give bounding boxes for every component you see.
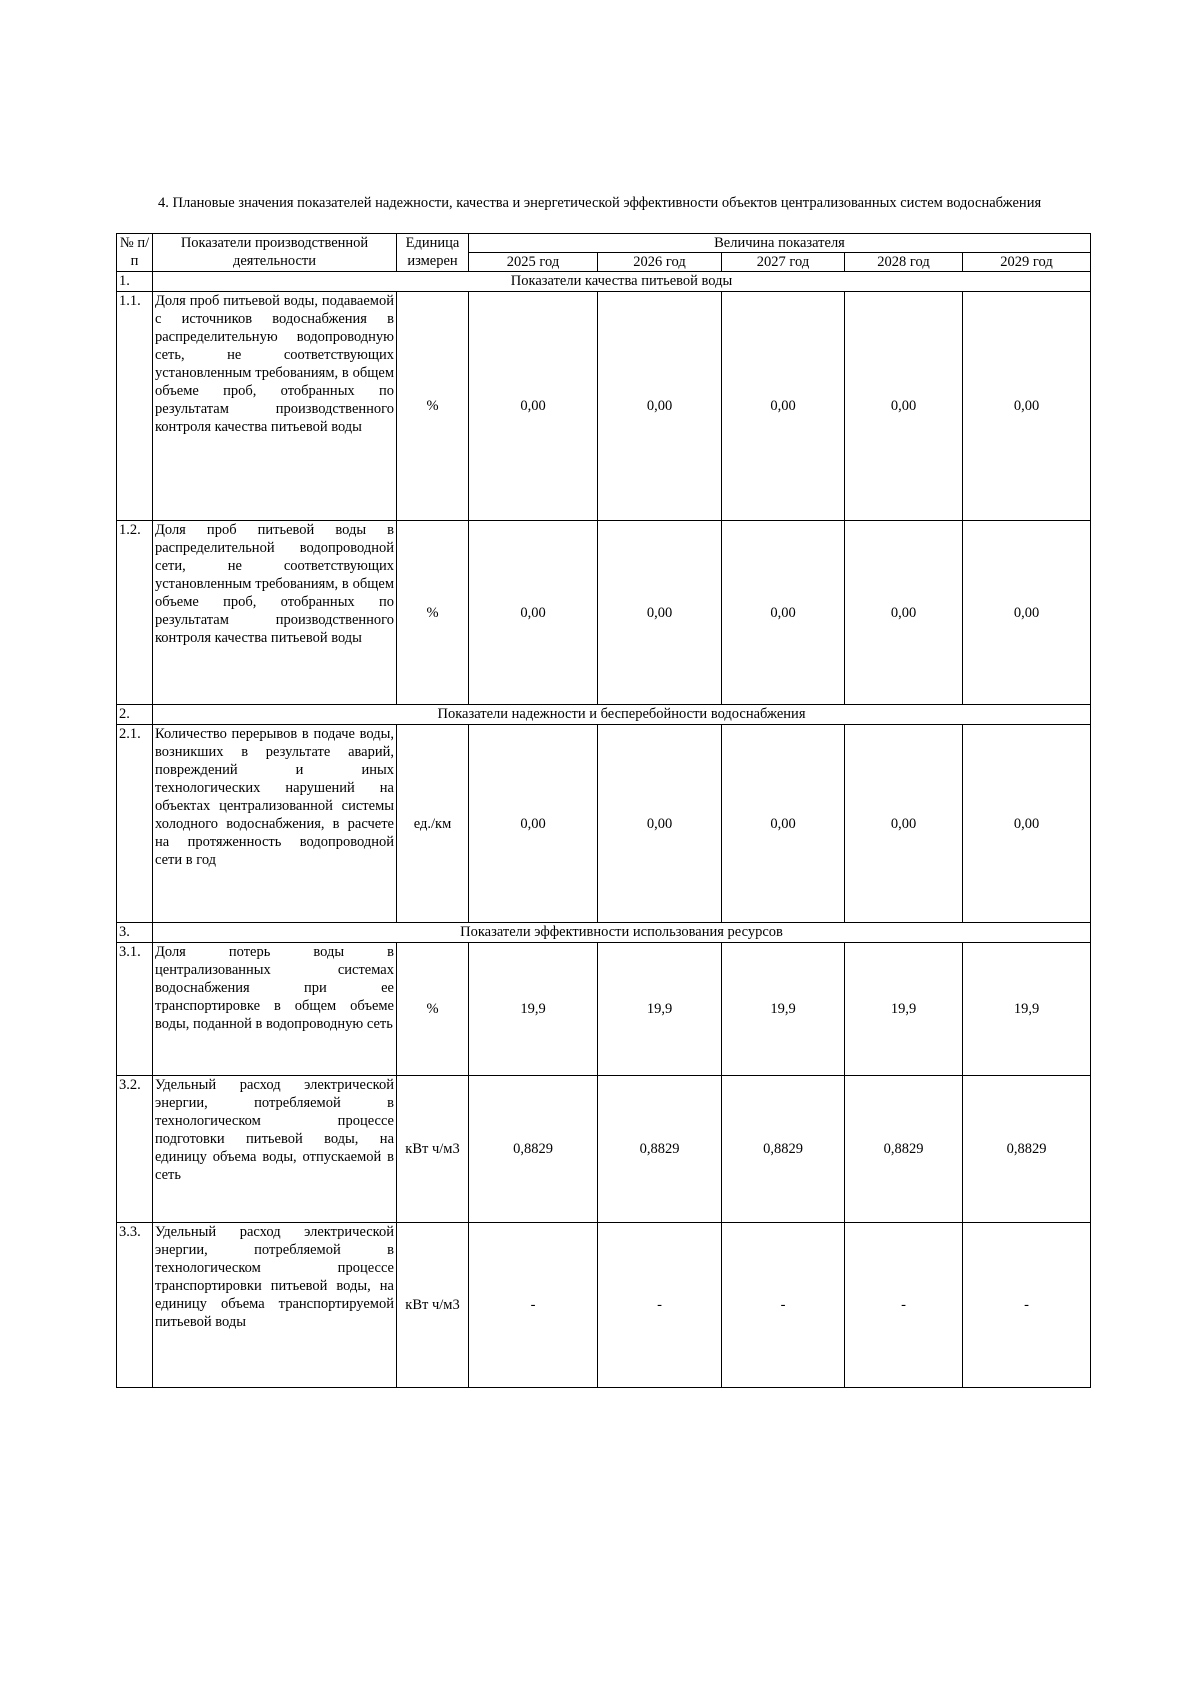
section-row — [117, 923, 1091, 943]
row-value: 0,00 — [722, 521, 845, 705]
row-value: 0,00 — [845, 725, 963, 923]
row-value: - — [845, 1223, 963, 1388]
section-title: Показатели качества питьевой воды — [153, 272, 1091, 292]
table-row — [117, 725, 1091, 923]
header-value: Величина показателя — [469, 234, 1091, 253]
row-unit: кВт ч/м3 — [397, 1223, 469, 1388]
header-indicator: Показатели производственной деятельности — [153, 234, 397, 272]
table-row — [117, 1076, 1091, 1223]
row-num: 3.2. — [117, 1076, 153, 1223]
row-value: - — [598, 1223, 722, 1388]
row-value: 0,00 — [598, 521, 722, 705]
row-value: 0,00 — [845, 292, 963, 521]
table-row — [117, 292, 1091, 521]
row-num: 2.1. — [117, 725, 153, 923]
row-unit: кВт ч/м3 — [397, 1076, 469, 1223]
header-year: 2025 год — [469, 253, 598, 272]
section-num: 1. — [117, 272, 153, 292]
row-value: 19,9 — [469, 943, 598, 1076]
header-year: 2027 год — [722, 253, 845, 272]
document-title: 4. Плановые значения показателей надежности, качества и энергетической эффективности объектов централизованных систем водоснабжения — [158, 195, 1042, 211]
row-indicator: Доля проб питьевой воды, подаваемой с источников водоснабжения в распределительную водопроводную сеть, не соответствующих установленным требованиям, в общем объеме проб, отобранных по результатам производственного контроля качества питьевой воды — [153, 292, 397, 521]
row-value: - — [469, 1223, 598, 1388]
section-title: Показатели надежности и бесперебойности водоснабжения — [153, 705, 1091, 725]
row-value: 19,9 — [963, 943, 1091, 1076]
row-value: 19,9 — [598, 943, 722, 1076]
row-value: 19,9 — [722, 943, 845, 1076]
row-value: 0,00 — [963, 521, 1091, 705]
header-year: 2028 год — [845, 253, 963, 272]
row-num: 1.2. — [117, 521, 153, 705]
row-value: 0,00 — [963, 292, 1091, 521]
section-num: 3. — [117, 923, 153, 943]
header-num: № п/п — [117, 234, 153, 272]
row-num: 3.1. — [117, 943, 153, 1076]
row-value: 0,00 — [598, 725, 722, 923]
row-value: 0,00 — [722, 292, 845, 521]
header-unit: Единица измерен — [397, 234, 469, 272]
row-unit: ед./км — [397, 725, 469, 923]
header-year: 2026 год — [598, 253, 722, 272]
row-num: 3.3. — [117, 1223, 153, 1388]
table-row — [117, 943, 1091, 1076]
row-unit: % — [397, 521, 469, 705]
row-unit: % — [397, 292, 469, 521]
section-row — [117, 705, 1091, 725]
header-row-top — [117, 234, 1091, 253]
section-num: 2. — [117, 705, 153, 725]
row-value: 0,00 — [963, 725, 1091, 923]
row-indicator: Доля проб питьевой воды в распределительной водопроводной сети, не соответствующих установленным требованиям, в общем объеме проб, отобранных по результатам производственного контроля качества питьевой воды — [153, 521, 397, 705]
row-value: 0,00 — [722, 725, 845, 923]
row-value: 0,8829 — [963, 1076, 1091, 1223]
row-value: 0,00 — [469, 292, 598, 521]
row-unit: % — [397, 943, 469, 1076]
row-value: 0,00 — [845, 521, 963, 705]
row-indicator: Удельный расход электрической энергии, потребляемой в технологическом процессе подготовки питьевой воды, на единицу объема воды, отпускаемой в сеть — [153, 1076, 397, 1223]
row-value: 0,8829 — [845, 1076, 963, 1223]
row-value: 0,8829 — [722, 1076, 845, 1223]
row-indicator: Количество перерывов в подаче воды, возникших в результате аварий, повреждений и иных технологических нарушений на объектах централизованной системы холодного водоснабжения, в расчете на протяженность водопроводной сети в год — [153, 725, 397, 923]
row-value: 0,8829 — [598, 1076, 722, 1223]
row-value: - — [722, 1223, 845, 1388]
indicators-table — [116, 233, 1091, 1388]
table-row — [117, 1223, 1091, 1388]
row-value: 0,00 — [469, 725, 598, 923]
section-row — [117, 272, 1091, 292]
table-row — [117, 521, 1091, 705]
row-value: 0,8829 — [469, 1076, 598, 1223]
row-value: - — [963, 1223, 1091, 1388]
row-value: 0,00 — [469, 521, 598, 705]
header-year: 2029 год — [963, 253, 1091, 272]
row-indicator: Доля потерь воды в централизованных системах водоснабжения при ее транспортировке в общем объеме воды, поданной в водопроводную сеть — [153, 943, 397, 1076]
row-num: 1.1. — [117, 292, 153, 521]
row-indicator: Удельный расход электрической энергии, потребляемой в технологическом процессе транспортировки питьевой воды, на единицу объема транспортируемой питьевой воды — [153, 1223, 397, 1388]
row-value: 19,9 — [845, 943, 963, 1076]
section-title: Показатели эффективности использования ресурсов — [153, 923, 1091, 943]
row-value: 0,00 — [598, 292, 722, 521]
